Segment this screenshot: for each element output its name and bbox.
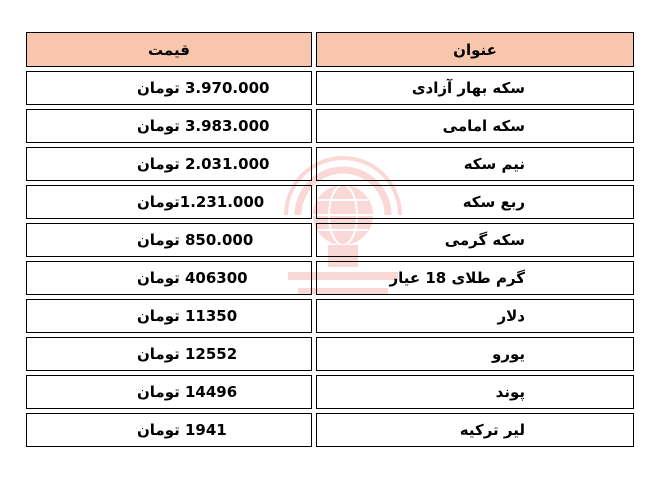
- table-row: [26, 71, 634, 105]
- item-price-cell: 3.970.000 تومان: [26, 71, 312, 105]
- column-header-price: قیمت: [26, 32, 312, 67]
- item-price-cell: 1941 تومان: [26, 413, 312, 447]
- table-row: [26, 299, 634, 333]
- item-price-cell: 406300 تومان: [26, 261, 312, 295]
- item-price-cell: 14496 تومان: [26, 375, 312, 409]
- item-title-cell: سکه امامی: [316, 109, 634, 143]
- item-price-cell: 1.231.000تومان: [26, 185, 312, 219]
- item-price-cell: 3.983.000 تومان: [26, 109, 312, 143]
- table-row: [26, 261, 634, 295]
- table-row: [26, 375, 634, 409]
- item-title-cell: لیر ترکیه: [316, 413, 634, 447]
- table-row: [26, 223, 634, 257]
- table-row: [26, 109, 634, 143]
- item-title-cell: نیم سکه: [316, 147, 634, 181]
- item-title-cell: سکه گرمی: [316, 223, 634, 257]
- item-price-cell: 2.031.000 تومان: [26, 147, 312, 181]
- item-title-cell: دلار: [316, 299, 634, 333]
- column-header-title: عنوان: [316, 32, 634, 67]
- table-row: [26, 413, 634, 447]
- table-header-row: [26, 32, 634, 67]
- item-title-cell: سکه بهار آزادی: [316, 71, 634, 105]
- table-row: [26, 185, 634, 219]
- item-title-cell: یورو: [316, 337, 634, 371]
- item-title-cell: گرم طلای 18 عیار: [316, 261, 634, 295]
- item-price-cell: 11350 تومان: [26, 299, 312, 333]
- table-row: [26, 147, 634, 181]
- item-price-cell: 12552 تومان: [26, 337, 312, 371]
- item-title-cell: ربع سکه: [316, 185, 634, 219]
- item-price-cell: 850.000 تومان: [26, 223, 312, 257]
- price-table: [22, 28, 638, 451]
- item-title-cell: پوند: [316, 375, 634, 409]
- table-row: [26, 337, 634, 371]
